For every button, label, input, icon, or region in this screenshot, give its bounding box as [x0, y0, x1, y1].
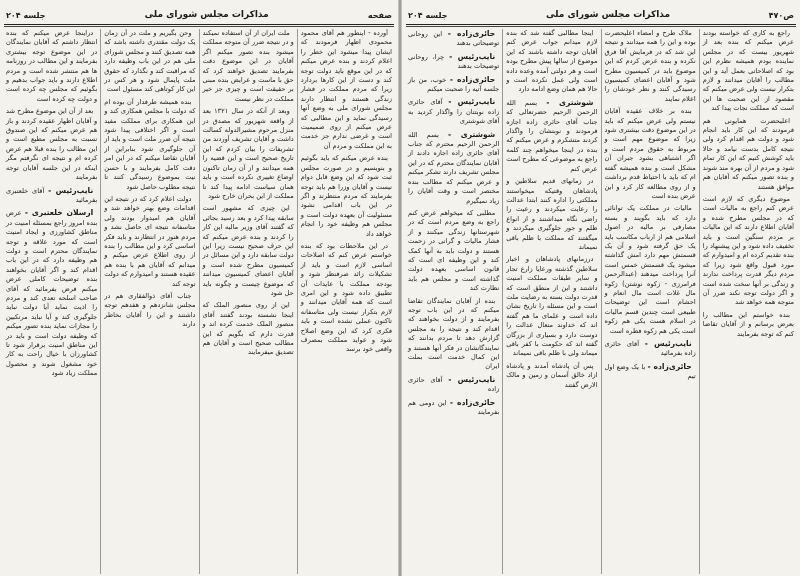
- speaker-name: ارسلان خلعتبری -: [24, 208, 94, 218]
- paragraph-text: با یک وضع اول تیم: [604, 362, 696, 381]
- paragraph-text: اعلیحضرت همایونی هم فرمودند که این کار باید انجام شود و دولت هم اقدام کرد ولی نتیجه کامل بدست نیامد و حالا باید کوشش کنیم که این کار تمام شود و مردم از آن بهره مند شوند و بنده تصور میکنم که آقایان هم موافق هستند: [702, 116, 794, 191]
- paragraph-text: بعد از آن این موضوع مطرح شد و آقایان اظهار عقیده کردند و باز هم عرض میکنم که این صندوق نسبت به مجلس مطیع است و این مطالب را بنده قبلا هم عرض کرده ام و نتیجه ای نگرفتم مگر اینکه در این جلسه آقایان توجه بفرمایند: [6, 107, 98, 182]
- paragraph-text: ملاک طرح و امضاء اعلیحضرت بوده و این را همه میدانند و نتیجه این شد که در فرمایش آقا فرق نکرده و بنده عرض کردم که این موضوع باید در کمیسیون مطرح شود و آقایان اعضای کمیسیون رسیدگی کنند و نظر خودشان را اعلام نمایند: [604, 29, 696, 103]
- speaker-name: شوشتری -: [447, 129, 496, 139]
- session-number: جلسه ۲۰۴: [6, 10, 46, 20]
- paragraph-text: بنده خواستم این مطالب را بعرض برسانم و از آقایان تقاضا کنم که توجه بفرمایند: [702, 310, 794, 338]
- speaker-name: شوشتری -: [546, 97, 594, 107]
- paragraph: [703, 117, 794, 192]
- paragraph: [408, 209, 499, 294]
- paragraph: [506, 177, 597, 252]
- header-rule: [4, 24, 394, 27]
- paragraph: [506, 255, 597, 358]
- paragraph-text: در زمانهای قدیم سلاطین و پادشاهان وقتیکه میخواستند مملکتی را اداره کنند ابتدا عدالت را رعایت میکردند و رعیت را راضی نگاه میداشتند و از انواع ظلم و جور جلوگیری میکردند و میگفتند که مملکت با ظلم باقی نمیماند: [506, 177, 598, 251]
- paragraph: [6, 208, 97, 378]
- paragraph-text: آورده - اینطور هم آقای محمود محمودی اظهار فرمودند که ایشان پیدا میشود این خطر را اعلام کردند و بنده عرض میکنم که در این موقع باید دولت توجه کند و دست از این کارها بردارد زیرا که مردم مملکت در فشار زندگی هستند و انتظار دارند مجلس شورای ملی به وضع آنها رسیدگی نماید و این مطالبی که عرض میکنم از روی صمیمیت است و غرضی ندارم جز خدمت به این مملکت و مردم آن: [300, 29, 392, 150]
- paragraph: [408, 375, 499, 395]
- text-columns: [405, 29, 797, 574]
- page-header: [6, 8, 392, 22]
- paragraph-text: بسم الله الرحمن الرحیم حضرتعالی که جناب آقای حائری زاده اجازه فرمودند و نوبتشان را واگذار کردند متشکرم و عرض میکنم که بنده در اینجا میخواهم چند کلمه راجع به موضوعی که مطرح است عرض کنم: [506, 98, 598, 173]
- text-column: [3, 29, 100, 574]
- speaker-name: حائری‌زاده -: [449, 74, 496, 84]
- text-column: [699, 29, 797, 574]
- paragraph: [703, 311, 794, 339]
- text-column: [405, 29, 502, 574]
- paragraph: [506, 362, 597, 390]
- paragraph: [506, 98, 597, 174]
- paragraph: [301, 242, 392, 355]
- paragraph: [703, 195, 794, 308]
- paragraph-text: مطلبی که میخواهم عرض کنم راجع به وضع مردم است که در شهرستانها زندگی میکنند و از فشار مالیات و گرانی در زحمت هستند و دولت باید به آنها کمک کند و این وظیفه ای است که قانون اساسی بعهده دولت گذاشته است و مجلس هم باید نظارت کند: [408, 208, 500, 293]
- header-rule: [406, 24, 796, 27]
- speaker-name: نایب‌رئیس -: [448, 374, 496, 384]
- paragraph-text: عرض بنده امروز راجع بمسئله امنیت در مناطق کشاورزی و ایجاد امنیت است که مورد علاقه و توجه نمایندگان محترم است و دولت هم وظیفه دارد که در این باب اقدام کند و اگر آقایان بخواهند بنده توضیحات کاملی عرض میکنم فرض بفرمائید که آقای صاحب اسلحه تعدی کند و مردم را اذیت نماید آیا دولت نباید جلوگیری کند و آیا نباید مرتکبین را مجازات نماید بنده تصور میکنم که وظیفه دولت است و باید در این مناطق امنیت برقرار شود تا کشاورزان با خیال راحت به کار خود مشغول شوند و محصول مملکت زیاد شود: [6, 209, 98, 378]
- paragraph-text: دولت اعلام کرد که در نتیجه این اقدامات وضع بهتر خواهد شد و آقایان هم امیدوار بودند ولی متاسفانه نتیجه ای حاصل نشد و مردم هنوز در انتظارند و باید فکر اساسی کرد و این مطالب را بنده از روی اطلاع عرض میکنم و میدانم که آقایان هم با بنده هم عقیده هستند و امیدوارم که دولت توجه کند: [104, 194, 196, 288]
- page-header: [408, 8, 794, 22]
- paragraph: [6, 186, 97, 206]
- paragraph-text: این از روی منصور الملک که اینجا نشسته بودند گفتند آقای منصور الملک خدمت کرده اند و قدرت دارم که بگویم که این مطالب صحیح است و آقایان هم تصدیق میفرمایند: [202, 301, 294, 357]
- page-number: صفحه: [367, 10, 392, 20]
- session-number: جلسه ۲۰۴: [408, 10, 448, 20]
- paragraph-text: آقای حائری زاده: [408, 375, 500, 394]
- paragraph-text: مالیات در مملکت یک توانائی دارد که باید بگویند و بسته مصارفی بر مالیه در اصول اسلامی هم از ارباب مکاسب باید یک حق گرفته شود و آن یک قسمتش مهم دارد امش گذاشته میشود یک قسمتش خمس است آنرا پرداخت میدهند (عبدالرحمن فرامرزی - زکوه نوشتن) زکوه مال غلات است مال انعام و احشام است این توضیحات طبیعی است چندین قسم مالیات در اسلام هست یکی هم زکوه است یکی هم زکوه فطره است: [604, 204, 696, 335]
- paragraph: [408, 52, 499, 72]
- paragraph: [203, 204, 294, 298]
- paragraph-text: وبعد از آنکه در سال ۱۳۲۱ بعد از واقعه شهریور که مصدق در منزل مرحوم مشیرالدوله کسالت داشت و آقایان تشریف آوردند من تشریفات را بیان کردم که این تاریخ صحیح است و این قضیه را همه میدانند و از آن زمان تاکنون اوضاع تغییری نکرده است و باید همان سیاست ادامه پیدا کند تا مملکت از این بحران خارج شود: [202, 107, 294, 200]
- paragraph-text: موضوع دیگری که لازم است عرض کنم راجع به مالیات است که در مجلس مطرح شده و آقایان اطلاع دارند که این مالیات بر مردم سنگین است و باید تخفیف داده شود و این پیشنهاد را بنده تقدیم کرده ام و امیدوارم که مورد قبول واقع شود زیرا که مردم دیگر قدرت پرداخت ندارند و زندگی بر آنها سخت شده است و اگر دولت توجه نکند ضرر آن متوجه همه خواهد شد: [702, 194, 794, 307]
- left-page: [0, 0, 398, 576]
- paragraph: [408, 130, 499, 206]
- right-page: [402, 0, 800, 576]
- speaker-name: نایب‌رئیس -: [448, 97, 496, 107]
- speaker-name: نایب‌رئیس -: [48, 185, 94, 195]
- paragraph: [104, 98, 195, 192]
- paragraph: [605, 107, 696, 201]
- paragraph: [301, 29, 392, 151]
- paragraph-text: اینجا مطالبی گفته شد که بنده لازم میدانم جواب عرض کنم آقایان توجه داشته باشند که این موضوع از سالها پیش مطرح بوده است و هر دولتی آمده وعده داده است ولی عمل نکرده است و حالا هم همان وضع ادامه دارد: [506, 29, 598, 94]
- paragraph: [605, 29, 696, 104]
- paragraph-text: پس آن پادشاه آمدند و پادشاه ازاد خالق آسمان و زمین و مالک الارض گفتند: [506, 361, 598, 389]
- text-column: [100, 29, 198, 574]
- paragraph-text: آقای حائری زاده نوبتتان را واگذار کردید به آقای شوشتری: [408, 98, 500, 126]
- paragraph: [203, 29, 294, 104]
- paragraph: [203, 107, 294, 201]
- paragraph: [408, 297, 499, 372]
- speaker-name: حائری‌زاده -: [449, 397, 496, 407]
- paragraph-text: بنده عرض میکنم که باید بگوئیم و بنویسیم و در صورت مجلس ثبت شود که این وضع قابل دوام نیست و آقایان وزرا هم باید توجه بفرمایند که مردم منتظرند و اگر در این باب اقدامی نشود مسئولیت آن بعهده دولت است و مجلس هم وظیفه خود را انجام خواهد داد: [300, 154, 392, 238]
- page-number: ص۴۷۰: [768, 10, 794, 20]
- text-column: [297, 29, 395, 574]
- paragraph-text: آقای خلعتبری بفرمائید: [6, 186, 98, 204]
- paragraph: [408, 75, 499, 95]
- text-column: [199, 29, 297, 574]
- page-fold: [398, 0, 402, 576]
- paragraph: [301, 154, 392, 239]
- paragraph-text: بنده بر خلاف عقیده آقایان نیستم ولی عرض میکنم که باید در این موضوع دقت بیشتری شود زیرا که موضوع مهم است و مربوط به حقوق مردم است و اگر اشتباهی بشود جبران آن مشکل است و بنده همیشه گفته ام که باید با احتیاط قدم برداشت و از روی مطالعه کار کرد و این عرض بنده است: [604, 107, 696, 200]
- text-column: [601, 29, 699, 574]
- paragraph: [408, 97, 499, 126]
- paragraph: [605, 362, 696, 382]
- paragraph-text: بسم الله الرحمن الرحیم محترم که جناب آقای حائری زاده اجازه دادند از آقایان نمایندگان محترم که در این مجلس تشریف دارند تشکر میکنم و عرض میکنم که مطالب بنده مختصر است و وقت آقایان را زیاد نمیگیرم: [408, 130, 500, 205]
- paragraph: [104, 292, 195, 330]
- speaker-name: حائری‌زاده -: [647, 361, 692, 371]
- paragraph-text: خوب، من باز جلسه آتیه را صحبت میکنم: [408, 75, 500, 94]
- paragraph: [408, 29, 499, 49]
- paragraph-text: بنده از آقایان نمایندگان تقاضا میکنم که در این باب توجه بفرمایند و از دولت بخواهند که اقدام کند و نتیجه را به مجلس گزارش دهد تا مردم بدانند که نمایندگانشان در فکر آنها هستند و این کمال خدمت است بملت ایران: [408, 296, 500, 371]
- speaker-name: نایب‌رئیس -: [449, 51, 496, 61]
- speaker-name: نایب‌رئیس -: [644, 339, 692, 348]
- paragraph-text: چرا، روحانی توضیحات بدهند: [408, 52, 500, 71]
- paragraph-text: درزمانهای پادشاهان و اخبار سلاطین گذشته ورعایا زارع تجار و سایر طبقات مملکت امنیت داشتند و این از منطق است که قدرت دولت بسته به رضایت ملت است و این مسئله را تاریخ نشان داده است و علمای ما هم گفته اند که خداوند متعال عدالت را دوست دارد و بسیاری از بزرگان گفته اند که حکومت با کفر باقی میماند ولی با ظلم باقی نمیماند: [506, 255, 598, 358]
- speaker-name: حائری‌زاده -: [447, 29, 496, 38]
- paragraph-text: جناب آقای ذوالفقاری هم در مجلس شانزدهم و هفدهم توجه داشتند و این را آقایان بخاطر دارند: [104, 291, 196, 329]
- paragraph: [408, 398, 499, 418]
- paragraph-text: وحن بگیریم و ملت در آن زمان یک دولت مقتدری داشته باشد که همه تصدیق کنند و مجلس شورای ملی هم در این باب وظیفه دارد که مراقبت کند و نگذارد که حقوق ملت پایمال شود و هر کس در این کار کوتاهی کند مسئول است: [104, 29, 196, 94]
- paragraph-text: راجع به کاری که خواسته بودند عرض میکنم که بنده بعد از شهریور بیست که در مجلس نماینده بودم همیشه نظرم این بود که اصلاحاتی بعمل آید و این مطالب را آقایان میدانند و لازم بتکرار نیست ولی عرض میکنم که مقصود از این صحبت ها این است که مملکت نجات پیدا کند: [702, 29, 794, 113]
- text-columns: [3, 29, 395, 574]
- paragraph: [104, 29, 195, 95]
- paragraph: [506, 29, 597, 95]
- paragraph-text: آقای حائری زاده بفرمائید: [604, 340, 696, 358]
- paragraph: [605, 204, 696, 336]
- paragraph: [203, 301, 294, 357]
- paragraph-text: بنده همیشه طرفدار آن بوده ام که دولت با مجلس همکاری کند و این همکاری برای مملکت مفید است و اگر اختلافی پیدا شود نتیجه آن ضرر ملت است و باید از آن جلوگیری شود بنابراین از آقایان تقاضا میکنم که در این امر دقت کامل بفرمایند و با حسن نیت بموضوع رسیدگی کنند تا نتیجه مطلوب حاصل شود: [104, 97, 196, 191]
- paragraph-text: این روحانی توضیحاتی بدهند: [408, 30, 500, 48]
- paragraph-text: این دومی هم بفرمایند: [408, 398, 500, 417]
- text-column: [502, 29, 600, 574]
- paragraph-text: این چیزی که مشهور است سابقه پیدا کرد و بعد رسید بجائی که گفتند آقای وزیر مالیه این کار را کردند و بنده عرض میکنم که این حرف صحیح نیست زیرا این دولت سابقه دارد و این مسائل در کمیسیون مطرح شده است و آقایان اعضای کمیسیون میدانند که موضوع چیست و چگونه باید حل شود: [202, 204, 294, 297]
- paragraph: [6, 107, 97, 182]
- paragraph: [6, 29, 97, 104]
- paragraph: [703, 29, 794, 114]
- paragraph-text: در این ملاحظات بود که بنده خواستم عرض کنم که اصلاحات اساسی لازم است و باید از تشکیلات زائد صرفنظر شود و بودجه مملکت با عایدات آن تطبیق داده شود و این امری است که همه آقایان میدانند و لازم بتکرار نیست ولی متاسفانه تاکنون عملی نشده است و باید فکری کرد که این وضع اصلاح شود و عواید مملکت بمصرف واقعی خود برسد: [300, 241, 392, 354]
- paragraph-text: دراینجا عرض میکنم که بنده انتظار داشتم که آقایان نمایندگان در این موضوع توجه بیشتری بفرمایند و این مطالب در روزنامه ها هم منتشر شده است و مردم اطلاع دارند و باید جواب بدهیم و بگوئیم که مجلس چه کرده است و دولت چه کرده است: [6, 29, 98, 103]
- paragraph-text: ملت ایران از آن استفاده نمیکند و در نتیجه ضرر آن متوجه مملکت میشود بنده تصور میکنم اگر آقایان در این موضوع دقت بفرمایند تصدیق خواهند کرد که حق با ماست و عرایض بنده مبنی بر حقیقت است و چیزی جز خیر مملکت در نظر نیست: [202, 29, 294, 103]
- paragraph: [104, 195, 195, 289]
- paragraph: [605, 339, 696, 359]
- running-title: مذاکرات مجلس شورای ملی: [144, 10, 269, 20]
- running-title: مذاکرات مجلس شورای ملی: [546, 10, 671, 20]
